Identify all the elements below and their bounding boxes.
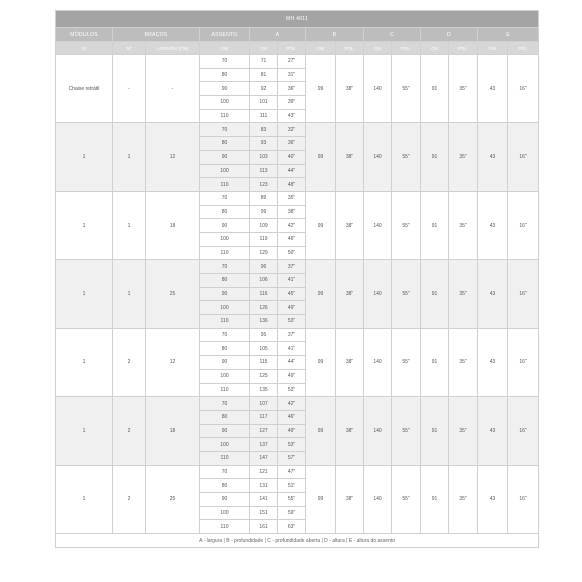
table-title: MH 4011 [56, 11, 539, 28]
cell-a-pol: 46" [278, 410, 306, 424]
cell-a-cm: 123 [250, 178, 278, 192]
cell-assento-cm: 90 [200, 287, 250, 301]
cell-assento-cm: 110 [200, 315, 250, 329]
product-group [56, 260, 539, 328]
cell-e-pol: 16" [508, 55, 539, 123]
subheader-modulos-n: Nº [56, 42, 113, 55]
cell-c-cm: 140 [364, 465, 392, 533]
cell-e-cm: 43 [478, 191, 508, 259]
cell-c-cm: 140 [364, 328, 392, 396]
cell-d-cm: 91 [421, 55, 449, 123]
cell-a-pol: 51" [278, 479, 306, 493]
cell-c-cm: 140 [364, 123, 392, 191]
cell-a-pol: 43" [278, 109, 306, 123]
cell-assento-cm: 90 [200, 424, 250, 438]
cell-assento-cm: 90 [200, 356, 250, 370]
cell-assento-cm: 100 [200, 301, 250, 315]
cell-b-pol: 38" [336, 123, 364, 191]
subheader-bracos-largura: LARGURA (CM) [146, 42, 200, 55]
subheader-a-cm: CM [250, 42, 278, 55]
cell-a-cm: 135 [250, 383, 278, 397]
cell-d-pol: 35" [449, 55, 478, 123]
cell-a-cm: 101 [250, 96, 278, 110]
header-modulos: MÓDULOS [56, 28, 113, 42]
subheader-c-cm: CM [364, 42, 392, 55]
cell-a-cm: 92 [250, 82, 278, 96]
cell-a-cm: 71 [250, 55, 278, 69]
cell-a-pol: 32" [278, 123, 306, 137]
cell-modulos: 1 [56, 328, 113, 396]
cell-b-cm: 99 [306, 260, 336, 328]
cell-a-pol: 63" [278, 520, 306, 534]
cell-e-pol: 16" [508, 123, 539, 191]
cell-assento-cm: 110 [200, 383, 250, 397]
cell-assento-cm: 80 [200, 274, 250, 288]
cell-assento-cm: 90 [200, 82, 250, 96]
cell-d-cm: 91 [421, 397, 449, 465]
header-c: C [364, 28, 421, 42]
cell-c-cm: 140 [364, 260, 392, 328]
cell-a-cm: 151 [250, 506, 278, 520]
cell-a-pol: 27" [278, 55, 306, 69]
subheader-bracos-n: Nº [113, 42, 146, 55]
cell-a-cm: 119 [250, 232, 278, 246]
cell-bracos-n: 1 [113, 123, 146, 191]
cell-d-pol: 35" [449, 465, 478, 533]
cell-assento-cm: 80 [200, 410, 250, 424]
cell-a-pol: 45" [278, 287, 306, 301]
subheader-assento-cm: CM [200, 42, 250, 55]
title-row [56, 11, 539, 28]
cell-bracos-n: - [113, 55, 146, 123]
cell-a-pol: 49" [278, 424, 306, 438]
cell-a-cm: 111 [250, 109, 278, 123]
cell-a-pol: 41" [278, 342, 306, 356]
cell-a-pol: 44" [278, 356, 306, 370]
cell-bracos-n: 2 [113, 328, 146, 396]
cell-assento-cm: 90 [200, 493, 250, 507]
cell-a-pol: 35" [278, 191, 306, 205]
cell-d-cm: 91 [421, 123, 449, 191]
cell-a-cm: 121 [250, 465, 278, 479]
product-group [56, 191, 539, 259]
legend-row [56, 534, 539, 548]
cell-c-pol: 55" [392, 191, 421, 259]
cell-c-pol: 55" [392, 397, 421, 465]
cell-bracos-largura: 12 [146, 328, 200, 396]
cell-assento-cm: 80 [200, 479, 250, 493]
cell-bracos-largura: 12 [146, 123, 200, 191]
cell-bracos-largura: 25 [146, 260, 200, 328]
cell-a-cm: 136 [250, 315, 278, 329]
cell-modulos: Chaise retrátil [56, 55, 113, 123]
product-group [56, 55, 539, 123]
cell-e-cm: 43 [478, 123, 508, 191]
header-bracos: BRAÇOS [113, 28, 200, 42]
cell-a-cm: 93 [250, 137, 278, 151]
header-d: D [421, 28, 478, 42]
cell-assento-cm: 80 [200, 342, 250, 356]
cell-a-pol: 47" [278, 465, 306, 479]
cell-bracos-n: 2 [113, 465, 146, 533]
cell-a-cm: 127 [250, 424, 278, 438]
cell-a-pol: 57" [278, 451, 306, 465]
cell-a-pol: 55" [278, 493, 306, 507]
header-b: B [306, 28, 364, 42]
cell-assento-cm: 80 [200, 137, 250, 151]
cell-a-cm: 116 [250, 287, 278, 301]
cell-a-pol: 42" [278, 397, 306, 411]
cell-a-cm: 147 [250, 451, 278, 465]
cell-a-cm: 126 [250, 301, 278, 315]
cell-b-cm: 99 [306, 191, 336, 259]
cell-assento-cm: 70 [200, 123, 250, 137]
cell-a-pol: 44" [278, 164, 306, 178]
cell-a-pol: 49" [278, 301, 306, 315]
cell-a-cm: 95 [250, 328, 278, 342]
cell-a-pol: 53" [278, 438, 306, 452]
cell-a-pol: 48" [278, 178, 306, 192]
header-a: A [250, 28, 306, 42]
cell-bracos-n: 1 [113, 260, 146, 328]
cell-assento-cm: 100 [200, 232, 250, 246]
cell-bracos-n: 2 [113, 397, 146, 465]
cell-a-pol: 41" [278, 274, 306, 288]
cell-assento-cm: 100 [200, 369, 250, 383]
cell-d-cm: 91 [421, 465, 449, 533]
cell-a-cm: 137 [250, 438, 278, 452]
cell-a-pol: 42" [278, 219, 306, 233]
cell-d-cm: 91 [421, 191, 449, 259]
cell-a-pol: 53" [278, 315, 306, 329]
cell-modulos: 1 [56, 123, 113, 191]
cell-a-pol: 49" [278, 369, 306, 383]
cell-c-cm: 140 [364, 397, 392, 465]
legend-text: A - largura | B - profundidade | C - profundidade aberta | D - altura | E - altura do assento [56, 534, 539, 548]
cell-d-pol: 35" [449, 260, 478, 328]
cell-assento-cm: 70 [200, 397, 250, 411]
cell-modulos: 1 [56, 260, 113, 328]
cell-e-pol: 16" [508, 397, 539, 465]
cell-b-pol: 38" [336, 397, 364, 465]
cell-assento-cm: 110 [200, 451, 250, 465]
table-row [56, 260, 539, 274]
cell-b-pol: 38" [336, 191, 364, 259]
cell-d-cm: 91 [421, 260, 449, 328]
cell-b-pol: 38" [336, 55, 364, 123]
cell-c-pol: 55" [392, 328, 421, 396]
cell-a-cm: 129 [250, 246, 278, 260]
cell-assento-cm: 100 [200, 506, 250, 520]
cell-b-cm: 99 [306, 328, 336, 396]
cell-assento-cm: 70 [200, 55, 250, 69]
cell-e-pol: 16" [508, 260, 539, 328]
cell-e-pol: 16" [508, 191, 539, 259]
cell-a-pol: 53" [278, 383, 306, 397]
cell-c-pol: 55" [392, 55, 421, 123]
cell-e-pol: 16" [508, 328, 539, 396]
header-assento: ASSENTO [200, 28, 250, 42]
cell-a-pol: 31" [278, 68, 306, 82]
cell-bracos-largura: 25 [146, 465, 200, 533]
cell-assento-cm: 70 [200, 465, 250, 479]
cell-assento-cm: 70 [200, 328, 250, 342]
cell-a-cm: 161 [250, 520, 278, 534]
cell-c-pol: 55" [392, 260, 421, 328]
cell-bracos-largura: - [146, 55, 200, 123]
cell-b-pol: 38" [336, 260, 364, 328]
cell-b-cm: 99 [306, 55, 336, 123]
cell-assento-cm: 80 [200, 68, 250, 82]
header-e: E [478, 28, 539, 42]
cell-a-pol: 50" [278, 246, 306, 260]
cell-bracos-largura: 18 [146, 191, 200, 259]
table-row [56, 397, 539, 411]
cell-b-cm: 99 [306, 397, 336, 465]
cell-b-cm: 99 [306, 465, 336, 533]
cell-a-cm: 131 [250, 479, 278, 493]
cell-assento-cm: 70 [200, 191, 250, 205]
cell-d-pol: 35" [449, 328, 478, 396]
subheader-d-pol: POL. [449, 42, 478, 55]
subheader-b-pol: POL. [336, 42, 364, 55]
cell-a-cm: 96 [250, 260, 278, 274]
cell-a-cm: 106 [250, 274, 278, 288]
subheader-e-cm: CM [478, 42, 508, 55]
cell-a-pol: 37" [278, 328, 306, 342]
subheader-d-cm: CM [421, 42, 449, 55]
cell-a-cm: 89 [250, 191, 278, 205]
cell-a-pol: 36" [278, 82, 306, 96]
cell-a-cm: 109 [250, 219, 278, 233]
cell-assento-cm: 80 [200, 205, 250, 219]
cell-a-pol: 36" [278, 137, 306, 151]
cell-a-pol: 40" [278, 150, 306, 164]
cell-e-pol: 16" [508, 465, 539, 533]
cell-a-cm: 117 [250, 410, 278, 424]
cell-a-cm: 125 [250, 369, 278, 383]
cell-b-pol: 38" [336, 465, 364, 533]
cell-e-cm: 43 [478, 260, 508, 328]
product-group [56, 397, 539, 465]
subheader-e-pol: POL. [508, 42, 539, 55]
cell-bracos-largura: 18 [146, 397, 200, 465]
cell-a-cm: 141 [250, 493, 278, 507]
cell-a-cm: 107 [250, 397, 278, 411]
cell-c-cm: 140 [364, 191, 392, 259]
cell-a-cm: 115 [250, 356, 278, 370]
cell-modulos: 1 [56, 191, 113, 259]
cell-a-cm: 81 [250, 68, 278, 82]
product-group [56, 328, 539, 396]
cell-d-pol: 35" [449, 397, 478, 465]
cell-a-cm: 83 [250, 123, 278, 137]
cell-a-pol: 59" [278, 506, 306, 520]
cell-a-cm: 105 [250, 342, 278, 356]
table-row [56, 55, 539, 69]
cell-modulos: 1 [56, 397, 113, 465]
cell-c-pol: 55" [392, 123, 421, 191]
cell-e-cm: 43 [478, 397, 508, 465]
cell-assento-cm: 90 [200, 150, 250, 164]
cell-bracos-n: 1 [113, 191, 146, 259]
cell-d-pol: 35" [449, 191, 478, 259]
cell-d-cm: 91 [421, 328, 449, 396]
product-group [56, 465, 539, 533]
cell-a-cm: 99 [250, 205, 278, 219]
cell-assento-cm: 90 [200, 219, 250, 233]
subheader-c-pol: POL. [392, 42, 421, 55]
cell-assento-cm: 110 [200, 520, 250, 534]
cell-e-cm: 43 [478, 465, 508, 533]
cell-b-pol: 38" [336, 328, 364, 396]
subheader-b-cm: CM [306, 42, 336, 55]
sub-header-row [56, 42, 539, 55]
subheader-a-pol: POL. [278, 42, 306, 55]
cell-a-pol: 38" [278, 205, 306, 219]
cell-a-pol: 39" [278, 96, 306, 110]
cell-assento-cm: 70 [200, 260, 250, 274]
cell-a-cm: 113 [250, 164, 278, 178]
cell-a-cm: 103 [250, 150, 278, 164]
table-row [56, 328, 539, 342]
cell-e-cm: 43 [478, 55, 508, 123]
group-header-row [56, 28, 539, 42]
table-row [56, 123, 539, 137]
cell-a-pol: 37" [278, 260, 306, 274]
cell-assento-cm: 100 [200, 96, 250, 110]
cell-c-pol: 55" [392, 465, 421, 533]
cell-assento-cm: 110 [200, 178, 250, 192]
cell-assento-cm: 110 [200, 109, 250, 123]
product-group [56, 123, 539, 191]
dimensions-table [55, 10, 539, 548]
cell-a-pol: 46" [278, 232, 306, 246]
cell-assento-cm: 110 [200, 246, 250, 260]
cell-c-cm: 140 [364, 55, 392, 123]
cell-d-pol: 35" [449, 123, 478, 191]
table-row [56, 465, 539, 479]
cell-assento-cm: 100 [200, 438, 250, 452]
cell-assento-cm: 100 [200, 164, 250, 178]
cell-e-cm: 43 [478, 328, 508, 396]
cell-modulos: 1 [56, 465, 113, 533]
table-row [56, 191, 539, 205]
cell-b-cm: 99 [306, 123, 336, 191]
